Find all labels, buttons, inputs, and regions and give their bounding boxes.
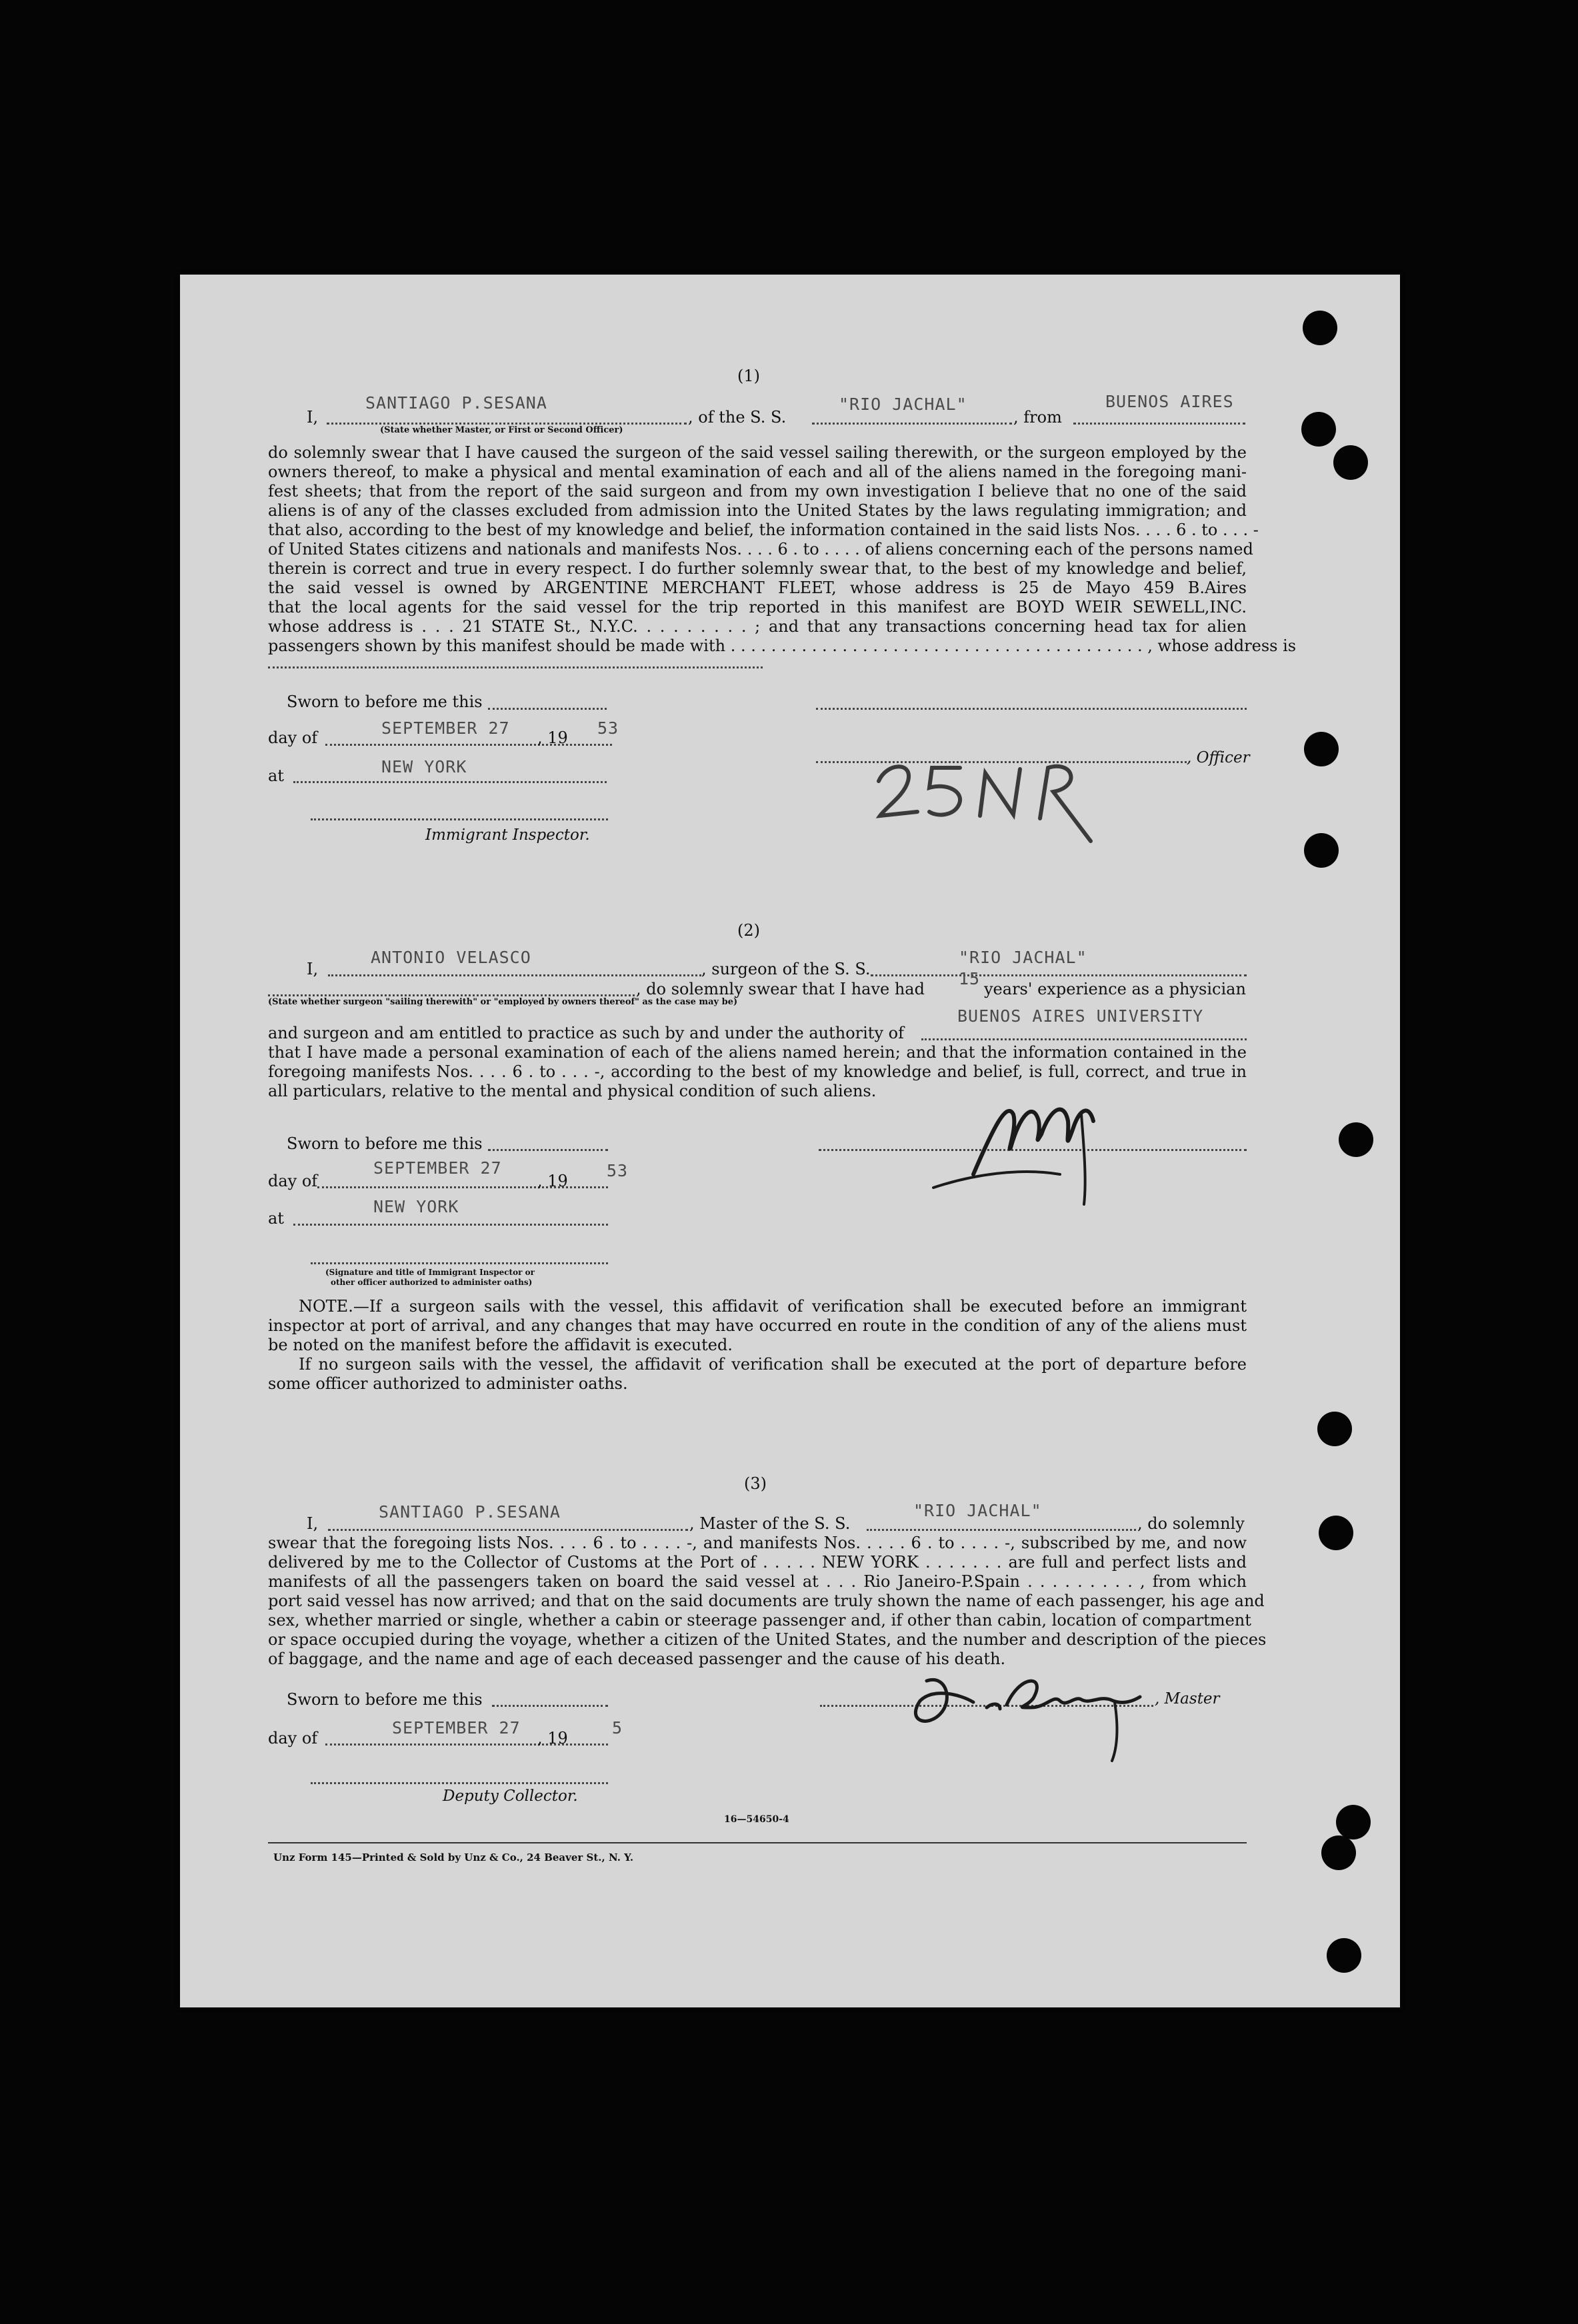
section3-body-line: of baggage, and the name and age of each deceased passenger and the cause of his death. [268, 1650, 1006, 1668]
signature-caption-line1: (Signature and title of Immigrant Inspector or [325, 1268, 535, 1277]
vessel-name: "RIO JACHAL" [839, 395, 967, 414]
collector-signature-line [311, 1782, 608, 1784]
section3-body-line: sex, whether married or single, whether a cabin or steerage passenger and, if other than cabin, location of compartment [268, 1611, 1251, 1630]
binder-hole [1303, 311, 1337, 345]
footer-rule [268, 1842, 1247, 1843]
section3-intro: I, [307, 1514, 319, 1533]
section1-body-line: that the local agents for the said vessel for the trip reported in this manifest are BOYD WEIR SEWELL,INC. [268, 598, 1247, 616]
section2-body-line: that I have made a personal examination of each of the aliens named herein; and that the information contained in the [268, 1043, 1247, 1062]
section1-body-line: aliens is of any of the classes excluded from admission into the United States by the laws regulating immigration; and [268, 501, 1247, 520]
binder-hole [1301, 412, 1336, 447]
officer-label: , Officer [1187, 749, 1250, 766]
day-of-label-2: day of [268, 1172, 318, 1190]
master-name-line [327, 423, 687, 425]
handwritten-mark-25nr [873, 754, 1107, 854]
binder-hole [1321, 1835, 1356, 1870]
place-line-2 [293, 1224, 608, 1226]
section-number-2: (2) [737, 921, 760, 940]
sworn-label-2: Sworn to before me this [287, 1134, 483, 1153]
sworn-year-3: 5 [612, 1718, 623, 1738]
surgeon-name: ANTONIO VELASCO [371, 948, 531, 967]
sworn-place-1: NEW YORK [381, 757, 467, 776]
master-name: SANTIAGO P.SESANA [365, 393, 547, 413]
section2-body-line: all particulars, relative to the mental and physical condition of such aliens. [268, 1082, 877, 1100]
section-number-3: (3) [744, 1474, 767, 1493]
section3-master-name: SANTIAGO P.SESANA [379, 1502, 561, 1522]
section1-body-line: fest sheets; that from the report of the said surgeon and from my own investigation I believe that no one of the said [268, 482, 1247, 501]
surgeon-name-line [328, 974, 701, 976]
authority-text: and surgeon and am entitled to practice as such by and under the authority of [268, 1024, 904, 1042]
section1-intro: I, [307, 408, 319, 427]
surgeon-vessel-line [871, 974, 1247, 976]
section3-vessel: "RIO JACHAL" [913, 1501, 1042, 1520]
years-experience: 15 [959, 969, 981, 988]
year-prefix-3: , 19 [537, 1729, 568, 1747]
section3-body-line: delivered by me to the Collector of Customs at the Port of . . . . . NEW YORK . . . . . . . are full and perfect lists and [268, 1553, 1247, 1572]
sworn-line-1 [488, 708, 607, 710]
binder-hole [1319, 1516, 1353, 1550]
from-port: BUENOS AIRES [1105, 392, 1234, 411]
from-label: , from [1013, 408, 1062, 427]
surgeon-caption: (State whether surgeon "sailing therewith" or "employed by owners thereof" as the case may be) [268, 997, 738, 1007]
section3-body-line: or space occupied during the voyage, whether a citizen of the United States, and the number and description of the pieces [268, 1630, 1267, 1649]
binder-hole [1339, 1122, 1373, 1157]
authority-name: BUENOS AIRES UNIVERSITY [957, 1006, 1204, 1026]
sworn-line-3 [492, 1705, 608, 1707]
master-of-label: , Master of the S. S. [689, 1514, 851, 1533]
sworn-label-3: Sworn to before me this [287, 1690, 483, 1709]
binder-hole [1304, 833, 1339, 868]
section1-body-line: therein is correct and true in every respect. I do further solemnly swear that, to the best of my knowledge and belief, [268, 559, 1247, 578]
year-prefix-2: , 19 [537, 1172, 568, 1190]
swear-text: , do solemnly swear that I have had [636, 980, 925, 998]
surgeon-vessel: "RIO JACHAL" [959, 948, 1087, 967]
officer-signature-line-upper [816, 708, 1247, 710]
section3-body-line: manifests of all the passengers taken on board the said vessel at . . . Rio Janeiro-P.Spain . . . . . . . . . , from which [268, 1572, 1247, 1591]
section3-master-line [328, 1529, 688, 1531]
sworn-year-2: 53 [607, 1161, 629, 1180]
at-label-2: at [268, 1209, 284, 1228]
section1-body-line: do solemnly swear that I have caused the surgeon of the said vessel sailing therewith, or the surgeon employed by the [268, 443, 1247, 462]
address-continuation-line [268, 666, 763, 668]
date-line-1 [325, 744, 612, 746]
day-of-label-1: day of [268, 728, 318, 747]
of-ss-label: , of the S. S. [688, 408, 787, 427]
master-label: , Master [1155, 1690, 1220, 1708]
section1-body-line: owners thereof, to make a physical and mental examination of each and all of the aliens named in the foregoing mani- [268, 463, 1247, 481]
solemnly-label: , do solemnly [1137, 1514, 1245, 1533]
section3-body-line: port said vessel has now arrived; and that on the said documents are truly shown the name of each passenger, his age and [268, 1592, 1265, 1610]
oath-officer-signature-line [311, 1262, 608, 1264]
surgeon-status-line [268, 994, 635, 996]
surgeon-signature [927, 1074, 1127, 1208]
manifest-affidavit-page [180, 275, 1400, 2007]
from-port-line [1073, 423, 1245, 425]
authority-line [921, 1038, 1247, 1040]
surgeon-of-label: , surgeon of the S. S. [701, 960, 871, 978]
sworn-line-2 [488, 1149, 608, 1151]
binder-hole [1327, 1938, 1361, 1973]
section3-body-line: swear that the foregoing lists Nos. . . . 6 . to . . . . -, and manifests Nos. . . . . 6 . to . . . . -, subscribed by me, and now [268, 1534, 1247, 1552]
collector-label: Deputy Collector. [443, 1787, 578, 1805]
binder-hole [1304, 732, 1339, 766]
sworn-year-1: 53 [597, 718, 619, 738]
signature-caption-line2: other officer authorized to administer oaths) [331, 1278, 533, 1287]
inspector-signature-line [311, 818, 608, 820]
inspector-label: Immigrant Inspector. [425, 826, 590, 844]
master-signature [900, 1661, 1153, 1767]
binder-hole [1317, 1412, 1352, 1446]
binder-hole [1336, 1805, 1371, 1839]
section1-body-line: whose address is . . . 21 STATE St., N.Y.C. . . . . . . . . ; and that any transactions concerning head tax for alien [268, 617, 1247, 636]
day-of-label-3: day of [268, 1729, 318, 1747]
section1-body-line: that also, according to the best of my knowledge and belief, the information contained in the said lists Nos. . . . 6 . to . . . - [268, 521, 1259, 539]
section2-body-line: foregoing manifests Nos. . . . 6 . to . . . -, according to the best of my knowledge and belief, is full, correct, and true in [268, 1062, 1247, 1081]
section-number-1: (1) [737, 367, 760, 385]
sworn-label-1: Sworn to before me this [287, 692, 483, 711]
section1-body-line: of United States citizens and nationals and manifests Nos. . . . 6 . to . . . . of aliens concerning each of the persons named [268, 540, 1253, 559]
sworn-date-1: SEPTEMBER 27 [381, 718, 510, 738]
surgeon-note-2: If no surgeon sails with the vessel, the affidavit of verification shall be executed at the port of departure before some officer authorized to administer oaths. [268, 1355, 1247, 1393]
section2-intro: I, [307, 960, 319, 978]
binder-hole [1333, 445, 1368, 480]
section3-vessel-line [867, 1529, 1136, 1531]
form-code: 16—54650-4 [724, 1814, 789, 1825]
sworn-place-2: NEW YORK [373, 1197, 459, 1216]
sworn-date-3: SEPTEMBER 27 [392, 1718, 521, 1738]
year-prefix-1: , 19 [537, 728, 568, 747]
sworn-date-2: SEPTEMBER 27 [373, 1158, 502, 1178]
vessel-line [812, 423, 1012, 425]
section1-body-line: the said vessel is owned by ARGENTINE MERCHANT FLEET, whose address is 25 de Mayo 459 B.Aires [268, 579, 1247, 597]
years-text: years' experience as a physician [984, 980, 1246, 998]
section1-body-line: passengers shown by this manifest should be made with . . . . . . . . . . . . . . . . . . . . . . . . . . . . . . . . . . . . . . . . . , whose address is [268, 636, 1297, 655]
at-label-1: at [268, 766, 284, 785]
surgeon-note-1: NOTE.—If a surgeon sails with the vessel, this affidavit of verification shall be executed before an immigrant inspector at port of arrival, and any changes that may have occurred en route in the condition of any of the aliens must be noted on the manifest before the affidavit is executed. [268, 1297, 1247, 1354]
printer-footer: Unz Form 145—Printed & Sold by Unz & Co., 24 Beaver St., N. Y. [273, 1851, 634, 1863]
rank-caption: (State whether Master, or First or Second Officer) [380, 425, 623, 435]
place-line-1 [293, 781, 607, 783]
